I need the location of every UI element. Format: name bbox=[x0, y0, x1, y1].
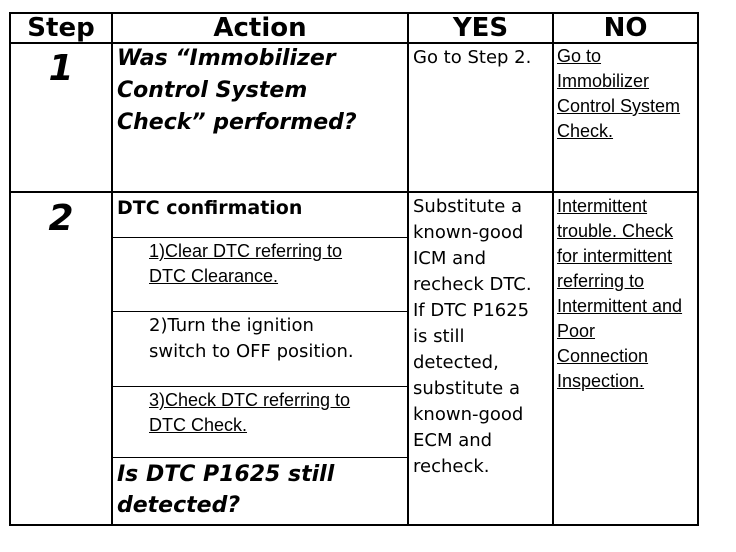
step-2-yes-line-1: Substitute a bbox=[413, 196, 523, 217]
step-2-yes-line-5: If DTC P1625 bbox=[413, 300, 530, 321]
step-2-question-line-1: Is DTC P1625 still bbox=[117, 462, 335, 487]
step-2-substep-1-line-2[interactable]: DTC Clearance. bbox=[149, 266, 279, 286]
sub-divider-2 bbox=[111, 311, 407, 312]
header-no: NO bbox=[603, 13, 648, 43]
step-2-no-line-5[interactable]: Intermittent and bbox=[557, 296, 683, 316]
step-2-substep-3-line-1[interactable]: 3)Check DTC referring to bbox=[149, 390, 351, 410]
step-1-no-line-2[interactable]: Immobilizer bbox=[557, 71, 650, 91]
step-2-no-line-8[interactable]: Inspection. bbox=[557, 371, 645, 391]
step-2-no-line-2[interactable]: trouble. Check bbox=[557, 221, 674, 241]
step-2-number: 2 bbox=[48, 198, 74, 239]
step-2-yes-line-9: known-good bbox=[413, 404, 524, 425]
step-1-question-line-3: Check” performed? bbox=[117, 110, 357, 135]
step-2-yes-line-6: is still bbox=[413, 326, 465, 347]
sub-divider-1 bbox=[111, 237, 407, 238]
border-bottom bbox=[9, 524, 699, 526]
divider-yes-no bbox=[552, 12, 554, 526]
step-2-substep-2-line-1: 2)Turn the ignition bbox=[149, 315, 314, 336]
step-2-substep-3-line-2[interactable]: DTC Check. bbox=[149, 415, 248, 435]
step-2-yes-line-10: ECM and bbox=[413, 430, 493, 451]
header-action: Action bbox=[213, 13, 307, 43]
step-1-question-line-2: Control System bbox=[117, 78, 308, 103]
border-right bbox=[697, 12, 699, 526]
step-2-no-link[interactable] bbox=[557, 194, 697, 394]
step-1-no-link[interactable] bbox=[557, 44, 697, 144]
step-2-no-line-3[interactable]: for intermittent bbox=[557, 246, 673, 266]
step-1-no-line-3[interactable]: Control System bbox=[557, 96, 681, 116]
step-2-yes-line-2: known-good bbox=[413, 222, 524, 243]
step-1-no-line-1[interactable]: Go to bbox=[557, 46, 602, 66]
step-2-yes-line-4: recheck DTC. bbox=[413, 274, 532, 295]
border-left bbox=[9, 12, 11, 526]
row-divider bbox=[9, 191, 699, 193]
header-step: Step bbox=[27, 13, 95, 43]
header-yes: YES bbox=[452, 13, 509, 43]
divider-action-yes bbox=[407, 12, 409, 526]
step-1-number: 1 bbox=[48, 48, 74, 89]
step-2-no-line-4[interactable]: referring to bbox=[557, 271, 645, 291]
step-2-substep-1-line-1[interactable]: 1)Clear DTC referring to bbox=[149, 241, 343, 261]
step-2-yes-line-11: recheck. bbox=[413, 456, 490, 477]
step-1-yes: Go to Step 2. bbox=[413, 47, 532, 68]
step-1-no-line-4[interactable]: Check. bbox=[557, 121, 614, 141]
step-2-no-line-1[interactable]: Intermittent bbox=[557, 196, 648, 216]
step-2-title: DTC confirmation bbox=[117, 197, 303, 219]
divider-step-action bbox=[111, 12, 113, 526]
sub-divider-3 bbox=[111, 386, 407, 387]
step-2-yes-line-7: detected, bbox=[413, 352, 499, 373]
sub-divider-4 bbox=[111, 457, 407, 458]
step-2-substep-2-line-2: switch to OFF position. bbox=[149, 341, 354, 362]
step-2-no-line-7[interactable]: Connection bbox=[557, 346, 649, 366]
step-2-question-line-2: detected? bbox=[117, 493, 241, 518]
step-1-question-line-1: Was “Immobilizer bbox=[117, 46, 336, 71]
step-2-yes-line-8: substitute a bbox=[413, 378, 520, 399]
step-2-yes-line-3: ICM and bbox=[413, 248, 486, 269]
step-2-no-line-6[interactable]: Poor bbox=[557, 321, 596, 341]
